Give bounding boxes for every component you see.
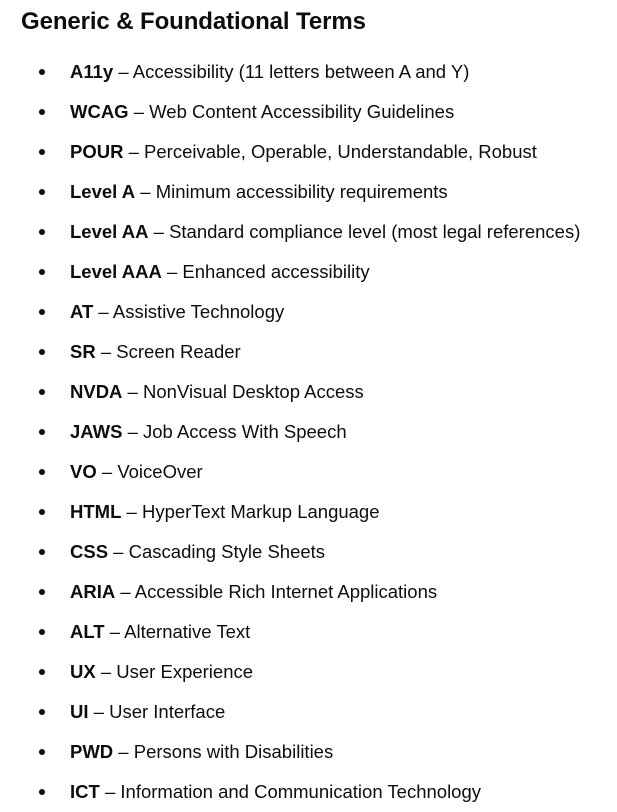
bullet-icon — [39, 149, 45, 155]
term-definition: Information and Communication Technology — [120, 781, 482, 802]
term-text — [70, 212, 580, 252]
term-definition: Assistive Technology — [112, 301, 285, 322]
term-abbreviation: CSS — [70, 541, 109, 562]
bullet-icon — [39, 509, 45, 515]
term-separator: – — [108, 541, 129, 562]
term-text — [70, 132, 537, 172]
bullet-icon — [39, 309, 45, 315]
term-abbreviation: UX — [70, 661, 96, 682]
bullet-icon — [39, 549, 45, 555]
term-text — [70, 252, 370, 292]
bullet-icon — [39, 709, 45, 715]
term-definition: Persons with Disabilities — [133, 741, 334, 762]
bullet-icon — [39, 109, 45, 115]
term-text — [70, 532, 325, 572]
term-text — [70, 172, 448, 212]
term-abbreviation: A11y — [70, 61, 114, 82]
section-title: Generic & Foundational Terms — [21, 8, 366, 35]
term-text — [70, 452, 203, 492]
bullet-icon — [39, 789, 45, 795]
term-separator: – — [88, 701, 110, 722]
term-abbreviation: UI — [70, 701, 89, 722]
term-abbreviation: ARIA — [70, 581, 116, 602]
term-definition: Minimum accessibility requirements — [155, 181, 448, 202]
term-definition: Alternative Text — [124, 621, 251, 642]
term-separator: – — [95, 661, 117, 682]
term-abbreviation: HTML — [70, 501, 122, 522]
term-separator: – — [99, 781, 121, 802]
term-text — [70, 292, 284, 332]
term-separator: – — [104, 621, 125, 642]
term-separator: – — [148, 221, 170, 242]
term-separator: – — [93, 301, 113, 322]
term-definition: HyperText Markup Language — [141, 501, 380, 522]
term-abbreviation: NVDA — [70, 381, 123, 402]
term-text — [70, 492, 380, 532]
term-abbreviation: VO — [70, 461, 97, 482]
term-definition: Accessible Rich Internet Applications — [134, 581, 438, 602]
term-separator: – — [122, 381, 143, 402]
bullet-icon — [39, 269, 45, 275]
bullet-icon — [39, 389, 45, 395]
bullet-icon — [39, 469, 45, 475]
term-text — [70, 332, 241, 372]
term-abbreviation: Level A — [70, 181, 136, 202]
term-abbreviation: Level AAA — [70, 261, 162, 282]
term-definition: Web Content Accessibility Guidelines — [149, 101, 455, 122]
term-text — [70, 732, 333, 772]
term-separator: – — [113, 741, 134, 762]
term-text — [70, 652, 253, 692]
term-text — [70, 772, 481, 812]
term-definition: User Experience — [116, 661, 254, 682]
term-separator: – — [115, 581, 135, 602]
term-separator: – — [113, 61, 133, 82]
bullet-icon — [39, 189, 45, 195]
term-definition: VoiceOver — [117, 461, 203, 482]
bullet-icon — [39, 69, 45, 75]
term-definition: NonVisual Desktop Access — [143, 381, 364, 402]
term-separator: – — [128, 101, 150, 122]
term-separator: – — [122, 421, 144, 442]
term-abbreviation: POUR — [70, 141, 124, 162]
term-definition: Screen Reader — [116, 341, 241, 362]
term-definition: User Interface — [109, 701, 226, 722]
term-text — [70, 612, 250, 652]
term-definition: Cascading Style Sheets — [128, 541, 326, 562]
term-abbreviation: Level AA — [70, 221, 149, 242]
term-text — [70, 412, 347, 452]
term-definition: Standard compliance level (most legal references) — [169, 221, 581, 242]
term-definition: Accessibility (11 letters between A and Y) — [132, 61, 470, 82]
term-separator: – — [135, 181, 156, 202]
bullet-icon — [39, 749, 45, 755]
term-separator: – — [123, 141, 145, 162]
term-abbreviation: JAWS — [70, 421, 123, 442]
term-definition: Enhanced accessibility — [182, 261, 370, 282]
bullet-icon — [39, 669, 45, 675]
term-abbreviation: ICT — [70, 781, 100, 802]
term-text — [70, 572, 437, 612]
term-separator: – — [161, 261, 183, 282]
term-text — [70, 692, 225, 732]
term-separator: – — [95, 341, 117, 362]
term-abbreviation: SR — [70, 341, 96, 362]
bullet-icon — [39, 629, 45, 635]
term-separator: – — [121, 501, 142, 522]
term-definition: Job Access With Speech — [143, 421, 347, 442]
bullet-icon — [39, 429, 45, 435]
term-separator: – — [96, 461, 118, 482]
term-abbreviation: ALT — [70, 621, 105, 642]
term-text — [70, 92, 454, 132]
term-abbreviation: AT — [70, 301, 94, 322]
bullet-icon — [39, 589, 45, 595]
term-abbreviation: PWD — [70, 741, 114, 762]
bullet-icon — [39, 229, 45, 235]
bullet-icon — [39, 349, 45, 355]
term-text — [70, 52, 469, 92]
term-text — [70, 372, 364, 412]
term-abbreviation: WCAG — [70, 101, 129, 122]
term-definition: Perceivable, Operable, Understandable, Robust — [144, 141, 537, 162]
